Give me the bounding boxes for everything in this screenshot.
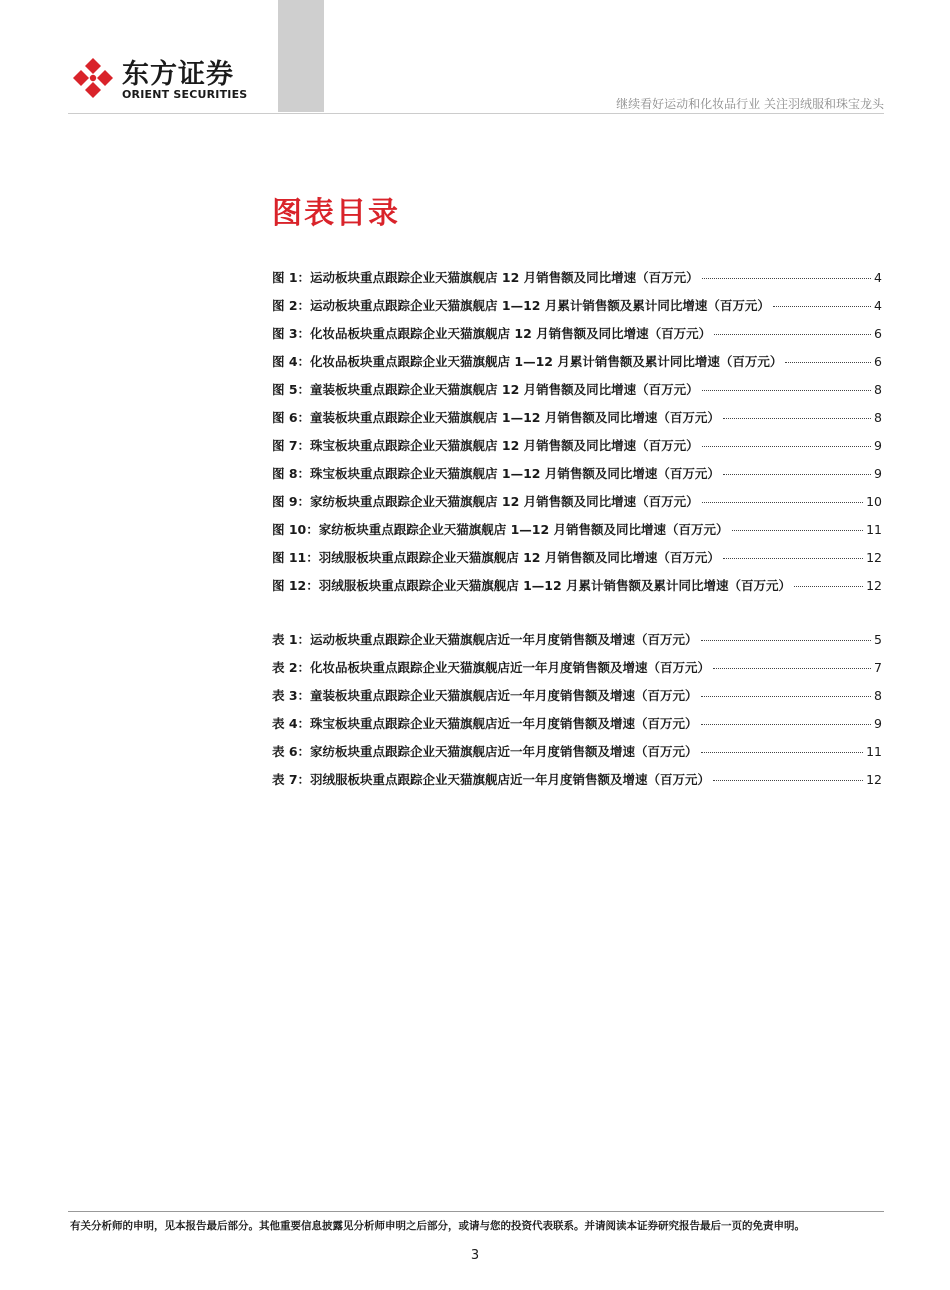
toc-entry[interactable] [272,742,882,770]
toc-entry-label: 图 6：童装板块重点跟踪企业天猫旗舰店 1—12 月销售额及同比增速（百万元） [272,410,720,425]
brand-name-cn: 东方证券 [122,59,234,90]
toc-entry-page: 10 [866,494,882,509]
toc-entry-label: 表 6：家纺板块重点跟踪企业天猫旗舰店近一年月度销售额及增速（百万元） [272,744,698,759]
toc-entry-page: 9 [874,716,882,731]
toc-entry-label: 表 3：童装板块重点跟踪企业天猫旗舰店近一年月度销售额及增速（百万元） [272,688,698,703]
toc-entry[interactable] [272,714,882,742]
footer-divider [68,1211,884,1212]
toc-leader-dots [723,473,871,475]
toc-entry[interactable] [272,492,882,520]
toc-title: 图表目录 [272,196,400,231]
toc-entry-page: 12 [866,550,882,565]
toc-entry-label: 图 1：运动板块重点跟踪企业天猫旗舰店 12 月销售额及同比增速（百万元） [272,270,699,285]
toc-leader-dots [713,667,871,669]
toc-leader-dots [701,723,871,725]
toc-leader-dots [785,361,871,363]
toc-entry-page: 5 [874,632,882,647]
toc-entry[interactable] [272,548,882,576]
toc-entry-label: 图 8：珠宝板块重点跟踪企业天猫旗舰店 1—12 月销售额及同比增速（百万元） [272,466,720,481]
toc-entry-label: 图 7：珠宝板块重点跟踪企业天猫旗舰店 12 月销售额及同比增速（百万元） [272,438,699,453]
toc-entry-label: 图 10：家纺板块重点跟踪企业天猫旗舰店 1—12 月销售额及同比增速（百万元） [272,522,729,537]
toc-entry-page: 8 [874,382,882,397]
toc-entry-label: 表 1：运动板块重点跟踪企业天猫旗舰店近一年月度销售额及增速（百万元） [272,632,698,647]
toc-entry-page: 4 [874,270,882,285]
header-gray-bar [278,0,324,112]
toc-entry[interactable] [272,352,882,380]
toc-entry-page: 6 [874,326,882,341]
toc-entry-page: 8 [874,410,882,425]
toc-entry[interactable] [272,436,882,464]
footer-disclaimer: 有关分析师的申明，见本报告最后部分。其他重要信息披露见分析师申明之后部分，或请与您的投资代表联系。并请阅读本证券研究报告最后一页的免责申明。 [70,1220,805,1232]
toc-entry-label: 图 12：羽绒服板块重点跟踪企业天猫旗舰店 1—12 月累计销售额及累计同比增速（百万元） [272,578,792,593]
toc-leader-dots [701,751,864,753]
toc-entry[interactable] [272,268,882,296]
toc-entry[interactable] [272,576,882,604]
toc-entry[interactable] [272,770,882,798]
toc-entry[interactable] [272,658,882,686]
toc-entry[interactable] [272,380,882,408]
toc-leader-dots [701,695,871,697]
toc-leader-dots [701,639,871,641]
toc-entry[interactable] [272,520,882,548]
toc-entry-page: 4 [874,298,882,313]
toc-leader-dots [702,389,871,391]
toc-leader-dots [702,445,871,447]
toc-leader-dots [732,529,864,531]
toc-leader-dots [723,417,871,419]
toc-entry-label: 图 5：童装板块重点跟踪企业天猫旗舰店 12 月销售额及同比增速（百万元） [272,382,699,397]
toc-entry-label: 图 9：家纺板块重点跟踪企业天猫旗舰店 12 月销售额及同比增速（百万元） [272,494,699,509]
toc-entry-page: 9 [874,466,882,481]
toc-entry-label: 图 3：化妆品板块重点跟踪企业天猫旗舰店 12 月销售额及同比增速（百万元） [272,326,712,341]
toc-entry-page: 9 [874,438,882,453]
toc-entry-page: 11 [866,744,882,759]
toc-entry-page: 8 [874,688,882,703]
toc-leader-dots [723,557,863,559]
toc-entry-label: 表 7：羽绒服板块重点跟踪企业天猫旗舰店近一年月度销售额及增速（百万元） [272,772,711,787]
toc-entry[interactable] [272,408,882,436]
toc-entry-page: 11 [866,522,882,537]
toc-entry[interactable] [272,686,882,714]
page-number: 3 [470,1248,480,1263]
toc-entry-page: 7 [874,660,882,675]
toc-entry-page: 6 [874,354,882,369]
toc-leader-dots [714,333,871,335]
toc-leader-dots [702,277,871,279]
toc-leader-dots [773,305,871,307]
toc-leader-dots [702,501,863,503]
toc-entry-label: 表 2：化妆品板块重点跟踪企业天猫旗舰店近一年月度销售额及增速（百万元） [272,660,711,675]
figure-list [272,268,882,604]
toc-entry-label: 表 4：珠宝板块重点跟踪企业天猫旗舰店近一年月度销售额及增速（百万元） [272,716,698,731]
toc-entry-page: 12 [866,578,882,593]
toc-leader-dots [713,779,863,781]
toc-entry-label: 图 2：运动板块重点跟踪企业天猫旗舰店 1—12 月累计销售额及累计同比增速（百万元） [272,298,770,313]
table-list [272,630,882,798]
toc-entry-page: 12 [866,772,882,787]
toc-entry[interactable] [272,296,882,324]
toc-entry-label: 图 4：化妆品板块重点跟踪企业天猫旗舰店 1—12 月累计销售额及累计同比增速（百万元） [272,354,783,369]
toc-entry[interactable] [272,464,882,492]
orient-securities-logo [70,50,270,106]
toc-entry[interactable] [272,324,882,352]
report-running-title: 继续看好运动和化妆品行业 关注羽绒服和珠宝龙头 [616,97,884,111]
header-divider [68,113,884,114]
toc-leader-dots [794,585,863,587]
orient-logo-icon [70,55,116,101]
toc-entry-label: 图 11：羽绒服板块重点跟踪企业天猫旗舰店 12 月销售额及同比增速（百万元） [272,550,720,565]
brand-name-en: ORIENT SECURITIES [122,88,248,101]
toc-entry[interactable] [272,630,882,658]
